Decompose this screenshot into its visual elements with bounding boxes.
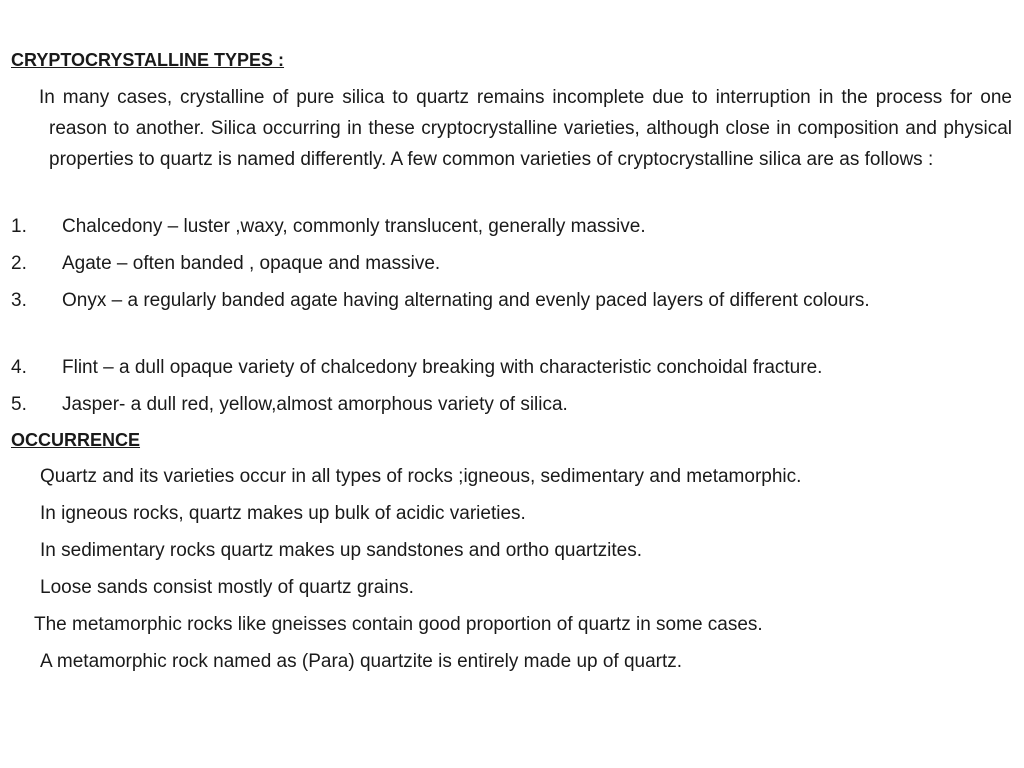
list-number: 5.	[11, 394, 27, 415]
list-number: 1.	[11, 216, 27, 237]
section-heading-occurrence: OCCURRENCE	[11, 430, 141, 450]
list-number: 4.	[11, 357, 27, 378]
list-item	[11, 389, 1012, 420]
list-number: 3.	[11, 290, 27, 311]
occurrence-line: Quartz and its varieties occur in all types of rocks ;igneous, sedimentary and metamorphic.	[40, 466, 802, 487]
list-item	[11, 211, 1012, 242]
section-heading-cryptocrystalline: CRYPTOCRYSTALLINE TYPES :	[11, 50, 285, 70]
list-number: 2.	[11, 253, 27, 274]
list-item	[11, 352, 1012, 383]
list-text: Flint – a dull opaque variety of chalcedony breaking with characteristic conchoidal fracture.	[62, 357, 823, 378]
list-item	[11, 248, 1012, 279]
list-item	[11, 285, 1012, 316]
occurrence-line: The metamorphic rocks like gneisses contain good proportion of quartz in some cases.	[34, 614, 763, 635]
intro-paragraph: In many cases, crystalline of pure silica to quartz remains incomplete due to interruption in the process for one reason to another. Silica occurring in these cryptocrystalline varieties, although close in composition and physical properties to quartz is named differently. A few common varieties of cryptocrystalline silica are as follows :	[39, 87, 1012, 170]
occurrence-line: In igneous rocks, quartz makes up bulk of acidic varieties.	[40, 503, 526, 524]
occurrence-line: A metamorphic rock named as (Para) quartzite is entirely made up of quartz.	[40, 651, 683, 672]
list-text: Onyx – a regularly banded agate having alternating and evenly paced layers of different colours.	[62, 290, 870, 311]
occurrence-line: Loose sands consist mostly of quartz grains.	[40, 577, 414, 598]
list-text: Agate – often banded , opaque and massive.	[62, 253, 441, 274]
occurrence-line: In sedimentary rocks quartz makes up sandstones and ortho quartzites.	[40, 540, 642, 561]
list-text: Chalcedony – luster ,waxy, commonly translucent, generally massive.	[62, 216, 646, 237]
list-text: Jasper- a dull red, yellow,almost amorphous variety of silica.	[62, 394, 568, 415]
